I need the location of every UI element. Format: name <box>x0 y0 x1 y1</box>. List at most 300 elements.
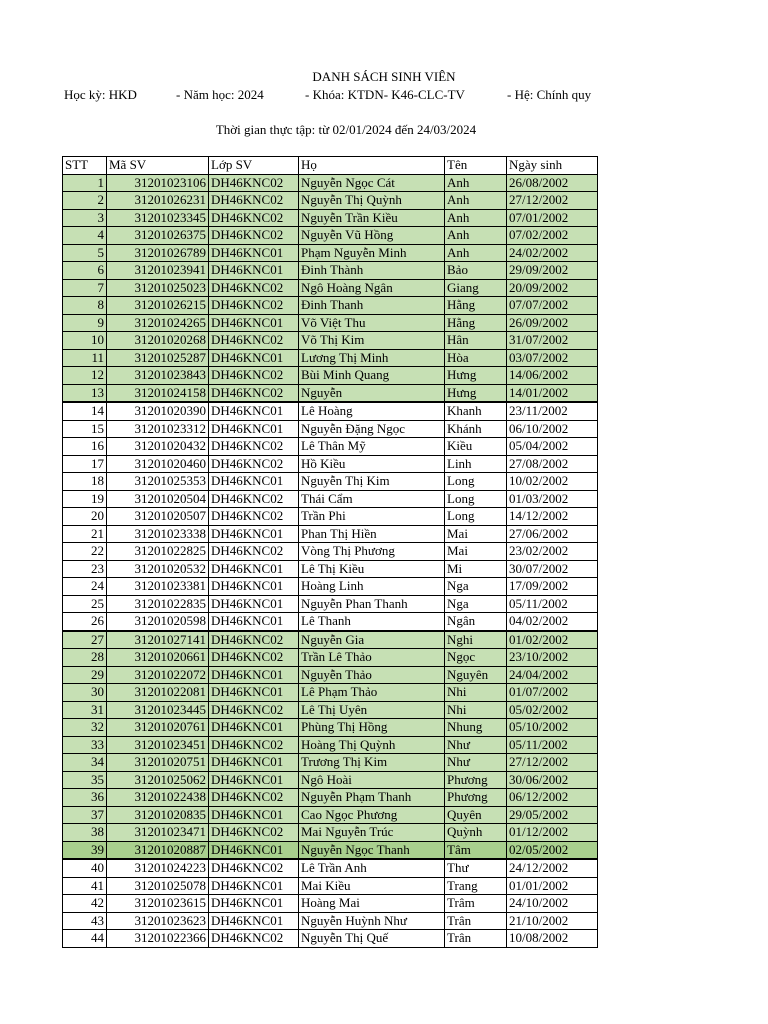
cell-class: DH46KNC01 <box>209 754 299 772</box>
cell-stt: 25 <box>63 595 107 613</box>
column-header-stt: STT <box>63 157 107 175</box>
cell-last-name: Ngô Hoàng Ngân <box>299 279 445 297</box>
cell-stt: 41 <box>63 877 107 895</box>
cell-class: DH46KNC01 <box>209 560 299 578</box>
cell-class: DH46KNC01 <box>209 578 299 596</box>
cell-first-name: Hòa <box>445 349 507 367</box>
cell-first-name: Tâm <box>445 841 507 859</box>
cell-first-name: Thư <box>445 859 507 877</box>
cell-birth-date: 01/12/2002 <box>507 824 598 842</box>
cell-stt: 30 <box>63 684 107 702</box>
cell-first-name: Nga <box>445 578 507 596</box>
cell-first-name: Anh <box>445 192 507 210</box>
cell-class: DH46KNC01 <box>209 349 299 367</box>
table-row <box>63 332 598 350</box>
cell-class: DH46KNC02 <box>209 367 299 385</box>
cell-stt: 11 <box>63 349 107 367</box>
semester-label: Học kỳ: HKD <box>64 87 137 102</box>
cell-stt: 21 <box>63 525 107 543</box>
cell-last-name: Lê Thị Uyên <box>299 701 445 719</box>
cell-birth-date: 29/09/2002 <box>507 262 598 280</box>
cell-stt: 37 <box>63 806 107 824</box>
cell-birth-date: 27/06/2002 <box>507 525 598 543</box>
cell-last-name: Thái Cẩm <box>299 490 445 508</box>
cell-first-name: Phương <box>445 771 507 789</box>
table-body <box>63 174 598 947</box>
cell-student-id: 31201025353 <box>107 473 209 491</box>
cell-birth-date: 24/12/2002 <box>507 859 598 877</box>
cell-first-name: Như <box>445 736 507 754</box>
table-row <box>63 895 598 913</box>
cell-birth-date: 10/02/2002 <box>507 473 598 491</box>
cell-student-id: 31201025062 <box>107 771 209 789</box>
cell-class: DH46KNC02 <box>209 508 299 526</box>
cell-student-id: 31201022366 <box>107 930 209 948</box>
cell-last-name: Mai Nguyễn Trúc <box>299 824 445 842</box>
cell-student-id: 31201020504 <box>107 490 209 508</box>
cell-first-name: Linh <box>445 455 507 473</box>
cell-birth-date: 05/10/2002 <box>507 719 598 737</box>
cell-class: DH46KNC02 <box>209 490 299 508</box>
cell-last-name: Ngô Hoài <box>299 771 445 789</box>
column-header-student-id: Mã SV <box>107 157 209 175</box>
table-row <box>63 420 598 438</box>
cell-stt: 13 <box>63 384 107 402</box>
cell-last-name: Lê Thanh <box>299 613 445 631</box>
cell-class: DH46KNC01 <box>209 666 299 684</box>
cell-first-name: Hưng <box>445 384 507 402</box>
cell-birth-date: 23/02/2002 <box>507 543 598 561</box>
cell-first-name: Long <box>445 490 507 508</box>
cell-stt: 6 <box>63 262 107 280</box>
cell-stt: 19 <box>63 490 107 508</box>
cell-last-name: Đinh Thành <box>299 262 445 280</box>
table-row <box>63 613 598 631</box>
table-row <box>63 859 598 877</box>
cell-birth-date: 26/08/2002 <box>507 174 598 192</box>
cell-class: DH46KNC01 <box>209 244 299 262</box>
cell-student-id: 31201022081 <box>107 684 209 702</box>
cell-last-name: Nguyễn Gia <box>299 631 445 649</box>
cell-first-name: Quỳnh <box>445 824 507 842</box>
cell-class: DH46KNC01 <box>209 314 299 332</box>
table-row <box>63 490 598 508</box>
table-row <box>63 666 598 684</box>
cell-first-name: Hưng <box>445 367 507 385</box>
cell-student-id: 31201023106 <box>107 174 209 192</box>
cell-birth-date: 06/10/2002 <box>507 420 598 438</box>
cell-stt: 28 <box>63 649 107 667</box>
cell-class: DH46KNC02 <box>209 192 299 210</box>
cell-student-id: 31201020661 <box>107 649 209 667</box>
cell-last-name: Trần Phi <box>299 508 445 526</box>
cell-class: DH46KNC01 <box>209 402 299 420</box>
cell-first-name: Mi <box>445 560 507 578</box>
cell-last-name: Trần Lê Thảo <box>299 649 445 667</box>
cell-class: DH46KNC02 <box>209 279 299 297</box>
cell-last-name: Mai Kiều <box>299 877 445 895</box>
cell-class: DH46KNC01 <box>209 420 299 438</box>
table-row <box>63 244 598 262</box>
cell-stt: 17 <box>63 455 107 473</box>
cell-stt: 15 <box>63 420 107 438</box>
cell-student-id: 31201020268 <box>107 332 209 350</box>
cell-student-id: 31201024265 <box>107 314 209 332</box>
cell-birth-date: 23/11/2002 <box>507 402 598 420</box>
cell-birth-date: 21/10/2002 <box>507 912 598 930</box>
cell-class: DH46KNC02 <box>209 649 299 667</box>
cell-student-id: 31201020390 <box>107 402 209 420</box>
cell-stt: 12 <box>63 367 107 385</box>
cell-birth-date: 14/01/2002 <box>507 384 598 402</box>
cell-stt: 24 <box>63 578 107 596</box>
table-row <box>63 262 598 280</box>
cell-student-id: 31201020761 <box>107 719 209 737</box>
cell-last-name: Nguyễn Vũ Hồng <box>299 227 445 245</box>
cell-last-name: Bùi Minh Quang <box>299 367 445 385</box>
cell-student-id: 31201026789 <box>107 244 209 262</box>
column-header-class: Lớp SV <box>209 157 299 175</box>
table-row <box>63 279 598 297</box>
cell-last-name: Võ Việt Thu <box>299 314 445 332</box>
cell-stt: 35 <box>63 771 107 789</box>
table-row <box>63 192 598 210</box>
cell-stt: 8 <box>63 297 107 315</box>
cell-class: DH46KNC02 <box>209 859 299 877</box>
cell-birth-date: 23/10/2002 <box>507 649 598 667</box>
cell-birth-date: 07/02/2002 <box>507 227 598 245</box>
column-header-last-name: Họ <box>299 157 445 175</box>
cell-student-id: 31201027141 <box>107 631 209 649</box>
cell-stt: 42 <box>63 895 107 913</box>
cell-last-name: Hoàng Thị Quỳnh <box>299 736 445 754</box>
table-row <box>63 384 598 402</box>
cell-first-name: Như <box>445 754 507 772</box>
cell-last-name: Nguyễn Đặng Ngọc <box>299 420 445 438</box>
cell-birth-date: 27/12/2002 <box>507 192 598 210</box>
cell-first-name: Hằng <box>445 314 507 332</box>
cell-first-name: Kiều <box>445 438 507 456</box>
cell-last-name: Vòng Thị Phương <box>299 543 445 561</box>
cell-student-id: 31201023345 <box>107 209 209 227</box>
cell-last-name: Lê Phạm Thảo <box>299 684 445 702</box>
cell-stt: 38 <box>63 824 107 842</box>
cell-birth-date: 05/11/2002 <box>507 736 598 754</box>
table-row <box>63 560 598 578</box>
cell-last-name: Nguyễn Phạm Thanh <box>299 789 445 807</box>
cell-stt: 44 <box>63 930 107 948</box>
cell-first-name: Anh <box>445 209 507 227</box>
cell-last-name: Nguyễn Phan Thanh <box>299 595 445 613</box>
cell-class: DH46KNC01 <box>209 771 299 789</box>
cell-student-id: 31201020887 <box>107 841 209 859</box>
table-row <box>63 684 598 702</box>
cell-birth-date: 30/07/2002 <box>507 560 598 578</box>
cell-student-id: 31201023338 <box>107 525 209 543</box>
cell-last-name: Nguyễn Trần Kiều <box>299 209 445 227</box>
cell-class: DH46KNC01 <box>209 613 299 631</box>
cell-class: DH46KNC02 <box>209 297 299 315</box>
cell-stt: 40 <box>63 859 107 877</box>
cell-class: DH46KNC02 <box>209 209 299 227</box>
cell-first-name: Ngọc <box>445 649 507 667</box>
cell-last-name: Cao Ngọc Phương <box>299 806 445 824</box>
cell-first-name: Trang <box>445 877 507 895</box>
cell-stt: 1 <box>63 174 107 192</box>
table-row <box>63 771 598 789</box>
cell-last-name: Lê Hoàng <box>299 402 445 420</box>
cell-last-name: Nguyễn Thị Kim <box>299 473 445 491</box>
cell-first-name: Nghi <box>445 631 507 649</box>
cell-birth-date: 02/05/2002 <box>507 841 598 859</box>
cell-stt: 5 <box>63 244 107 262</box>
cell-student-id: 31201025287 <box>107 349 209 367</box>
cell-birth-date: 30/06/2002 <box>507 771 598 789</box>
cell-stt: 16 <box>63 438 107 456</box>
academic-year-label: - Năm học: 2024 <box>176 87 264 102</box>
cell-first-name: Khánh <box>445 420 507 438</box>
cell-birth-date: 24/02/2002 <box>507 244 598 262</box>
cell-stt: 31 <box>63 701 107 719</box>
cell-first-name: Ngân <box>445 613 507 631</box>
cell-first-name: Hân <box>445 332 507 350</box>
cell-last-name: Lương Thị Minh <box>299 349 445 367</box>
cell-first-name: Anh <box>445 174 507 192</box>
cell-last-name: Võ Thị Kim <box>299 332 445 350</box>
cell-first-name: Nhung <box>445 719 507 737</box>
internship-period: Thời gian thực tập: từ 02/01/2024 đến 24/03/2024 <box>215 122 477 137</box>
table-row <box>63 349 598 367</box>
cell-last-name: Nguyễn Huỳnh Như <box>299 912 445 930</box>
cell-class: DH46KNC02 <box>209 455 299 473</box>
cell-first-name: Nga <box>445 595 507 613</box>
cell-last-name: Nguyễn Ngọc Cát <box>299 174 445 192</box>
cell-first-name: Nhi <box>445 684 507 702</box>
cell-birth-date: 24/04/2002 <box>507 666 598 684</box>
cell-birth-date: 05/11/2002 <box>507 595 598 613</box>
cell-birth-date: 04/02/2002 <box>507 613 598 631</box>
cell-birth-date: 31/07/2002 <box>507 332 598 350</box>
cell-stt: 27 <box>63 631 107 649</box>
cell-stt: 29 <box>63 666 107 684</box>
cell-first-name: Quyên <box>445 806 507 824</box>
cell-stt: 20 <box>63 508 107 526</box>
cell-stt: 2 <box>63 192 107 210</box>
cell-birth-date: 26/09/2002 <box>507 314 598 332</box>
cell-stt: 43 <box>63 912 107 930</box>
cell-last-name: Nguyễn Thị Quỳnh <box>299 192 445 210</box>
cell-birth-date: 01/03/2002 <box>507 490 598 508</box>
column-header-first-name: Tên <box>445 157 507 175</box>
cell-first-name: Trâm <box>445 895 507 913</box>
cell-first-name: Giang <box>445 279 507 297</box>
cell-first-name: Anh <box>445 227 507 245</box>
cell-student-id: 31201026375 <box>107 227 209 245</box>
cell-birth-date: 01/07/2002 <box>507 684 598 702</box>
table-row <box>63 595 598 613</box>
cell-last-name: Trương Thị Kim <box>299 754 445 772</box>
student-table <box>62 156 598 948</box>
cell-student-id: 31201022072 <box>107 666 209 684</box>
cell-stt: 18 <box>63 473 107 491</box>
cell-student-id: 31201023471 <box>107 824 209 842</box>
column-header-birth-date: Ngày sinh <box>507 157 598 175</box>
cell-student-id: 31201020835 <box>107 806 209 824</box>
cell-class: DH46KNC02 <box>209 543 299 561</box>
cell-class: DH46KNC02 <box>209 701 299 719</box>
cell-last-name: Lê Trần Anh <box>299 859 445 877</box>
cell-stt: 4 <box>63 227 107 245</box>
cell-student-id: 31201023941 <box>107 262 209 280</box>
cell-student-id: 31201022438 <box>107 789 209 807</box>
cell-class: DH46KNC01 <box>209 595 299 613</box>
cell-student-id: 31201020598 <box>107 613 209 631</box>
cell-class: DH46KNC01 <box>209 473 299 491</box>
table-row <box>63 789 598 807</box>
table-row <box>63 227 598 245</box>
cell-class: DH46KNC02 <box>209 332 299 350</box>
table-row <box>63 473 598 491</box>
cell-stt: 3 <box>63 209 107 227</box>
cell-student-id: 31201020460 <box>107 455 209 473</box>
cell-birth-date: 14/06/2002 <box>507 367 598 385</box>
cell-last-name: Nguyễn <box>299 384 445 402</box>
cell-stt: 22 <box>63 543 107 561</box>
table-row <box>63 174 598 192</box>
cell-student-id: 31201020532 <box>107 560 209 578</box>
table-row <box>63 841 598 859</box>
program-type-label: - Hệ: Chính quy <box>507 87 592 102</box>
table-row <box>63 806 598 824</box>
cell-first-name: Anh <box>445 244 507 262</box>
cell-first-name: Mai <box>445 525 507 543</box>
cell-stt: 26 <box>63 613 107 631</box>
cell-first-name: Mai <box>445 543 507 561</box>
cell-birth-date: 07/01/2002 <box>507 209 598 227</box>
table-row <box>63 367 598 385</box>
cell-last-name: Nguyễn Thị Quế <box>299 930 445 948</box>
cell-stt: 33 <box>63 736 107 754</box>
table-row <box>63 824 598 842</box>
cell-first-name: Trân <box>445 930 507 948</box>
cell-first-name: Khanh <box>445 402 507 420</box>
cell-stt: 7 <box>63 279 107 297</box>
table-row <box>63 701 598 719</box>
cell-birth-date: 01/01/2002 <box>507 877 598 895</box>
cell-class: DH46KNC02 <box>209 227 299 245</box>
table-row <box>63 736 598 754</box>
cell-birth-date: 10/08/2002 <box>507 930 598 948</box>
cell-student-id: 31201023445 <box>107 701 209 719</box>
cell-birth-date: 14/12/2002 <box>507 508 598 526</box>
table-row <box>63 525 598 543</box>
table-row <box>63 649 598 667</box>
cell-first-name: Nhi <box>445 701 507 719</box>
cell-stt: 36 <box>63 789 107 807</box>
cell-last-name: Hoàng Linh <box>299 578 445 596</box>
cell-first-name: Phương <box>445 789 507 807</box>
cell-birth-date: 24/10/2002 <box>507 895 598 913</box>
cell-stt: 32 <box>63 719 107 737</box>
cell-last-name: Nguyễn Ngọc Thanh <box>299 841 445 859</box>
cell-student-id: 31201023312 <box>107 420 209 438</box>
cell-birth-date: 05/02/2002 <box>507 701 598 719</box>
cell-birth-date: 05/04/2002 <box>507 438 598 456</box>
cell-last-name: Phạm Nguyễn Minh <box>299 244 445 262</box>
cell-student-id: 31201022835 <box>107 595 209 613</box>
cell-student-id: 31201026215 <box>107 297 209 315</box>
cell-stt: 14 <box>63 402 107 420</box>
table-row <box>63 314 598 332</box>
table-row <box>63 578 598 596</box>
table-row <box>63 754 598 772</box>
cell-first-name: Trân <box>445 912 507 930</box>
cell-class: DH46KNC02 <box>209 930 299 948</box>
cell-birth-date: 29/05/2002 <box>507 806 598 824</box>
cell-birth-date: 27/12/2002 <box>507 754 598 772</box>
table-row <box>63 877 598 895</box>
cell-class: DH46KNC01 <box>209 719 299 737</box>
cell-stt: 39 <box>63 841 107 859</box>
cell-birth-date: 27/08/2002 <box>507 455 598 473</box>
cell-birth-date: 17/09/2002 <box>507 578 598 596</box>
cell-class: DH46KNC01 <box>209 525 299 543</box>
cell-student-id: 31201020751 <box>107 754 209 772</box>
cell-class: DH46KNC02 <box>209 789 299 807</box>
table-header-row <box>63 157 598 175</box>
cell-last-name: Lê Thị Kiều <box>299 560 445 578</box>
cell-student-id: 31201023843 <box>107 367 209 385</box>
cell-class: DH46KNC02 <box>209 824 299 842</box>
cell-class: DH46KNC01 <box>209 262 299 280</box>
cell-first-name: Long <box>445 508 507 526</box>
cell-class: DH46KNC02 <box>209 438 299 456</box>
cell-student-id: 31201020507 <box>107 508 209 526</box>
table-row <box>63 631 598 649</box>
document-title: DANH SÁCH SINH VIÊN <box>312 69 456 84</box>
cell-last-name: Nguyễn Thảo <box>299 666 445 684</box>
cell-last-name: Hồ Kiều <box>299 455 445 473</box>
cell-first-name: Bảo <box>445 262 507 280</box>
cell-student-id: 31201022825 <box>107 543 209 561</box>
cell-class: DH46KNC01 <box>209 841 299 859</box>
table-row <box>63 719 598 737</box>
cell-student-id: 31201023451 <box>107 736 209 754</box>
cell-student-id: 31201023381 <box>107 578 209 596</box>
cell-student-id: 31201026231 <box>107 192 209 210</box>
cell-student-id: 31201023615 <box>107 895 209 913</box>
cohort-label: - Khóa: KTDN- K46-CLC-TV <box>305 87 465 102</box>
table-row <box>63 543 598 561</box>
table-row <box>63 455 598 473</box>
cell-class: DH46KNC01 <box>209 877 299 895</box>
cell-birth-date: 01/02/2002 <box>507 631 598 649</box>
cell-class: DH46KNC01 <box>209 895 299 913</box>
cell-class: DH46KNC02 <box>209 384 299 402</box>
cell-student-id: 31201023623 <box>107 912 209 930</box>
cell-last-name: Phan Thị Hiền <box>299 525 445 543</box>
table-row <box>63 508 598 526</box>
cell-last-name: Lê Thân Mỹ <box>299 438 445 456</box>
cell-birth-date: 06/12/2002 <box>507 789 598 807</box>
cell-birth-date: 03/07/2002 <box>507 349 598 367</box>
cell-birth-date: 07/07/2002 <box>507 297 598 315</box>
table-row <box>63 297 598 315</box>
cell-student-id: 31201024223 <box>107 859 209 877</box>
cell-last-name: Đinh Thanh <box>299 297 445 315</box>
cell-student-id: 31201020432 <box>107 438 209 456</box>
cell-student-id: 31201024158 <box>107 384 209 402</box>
